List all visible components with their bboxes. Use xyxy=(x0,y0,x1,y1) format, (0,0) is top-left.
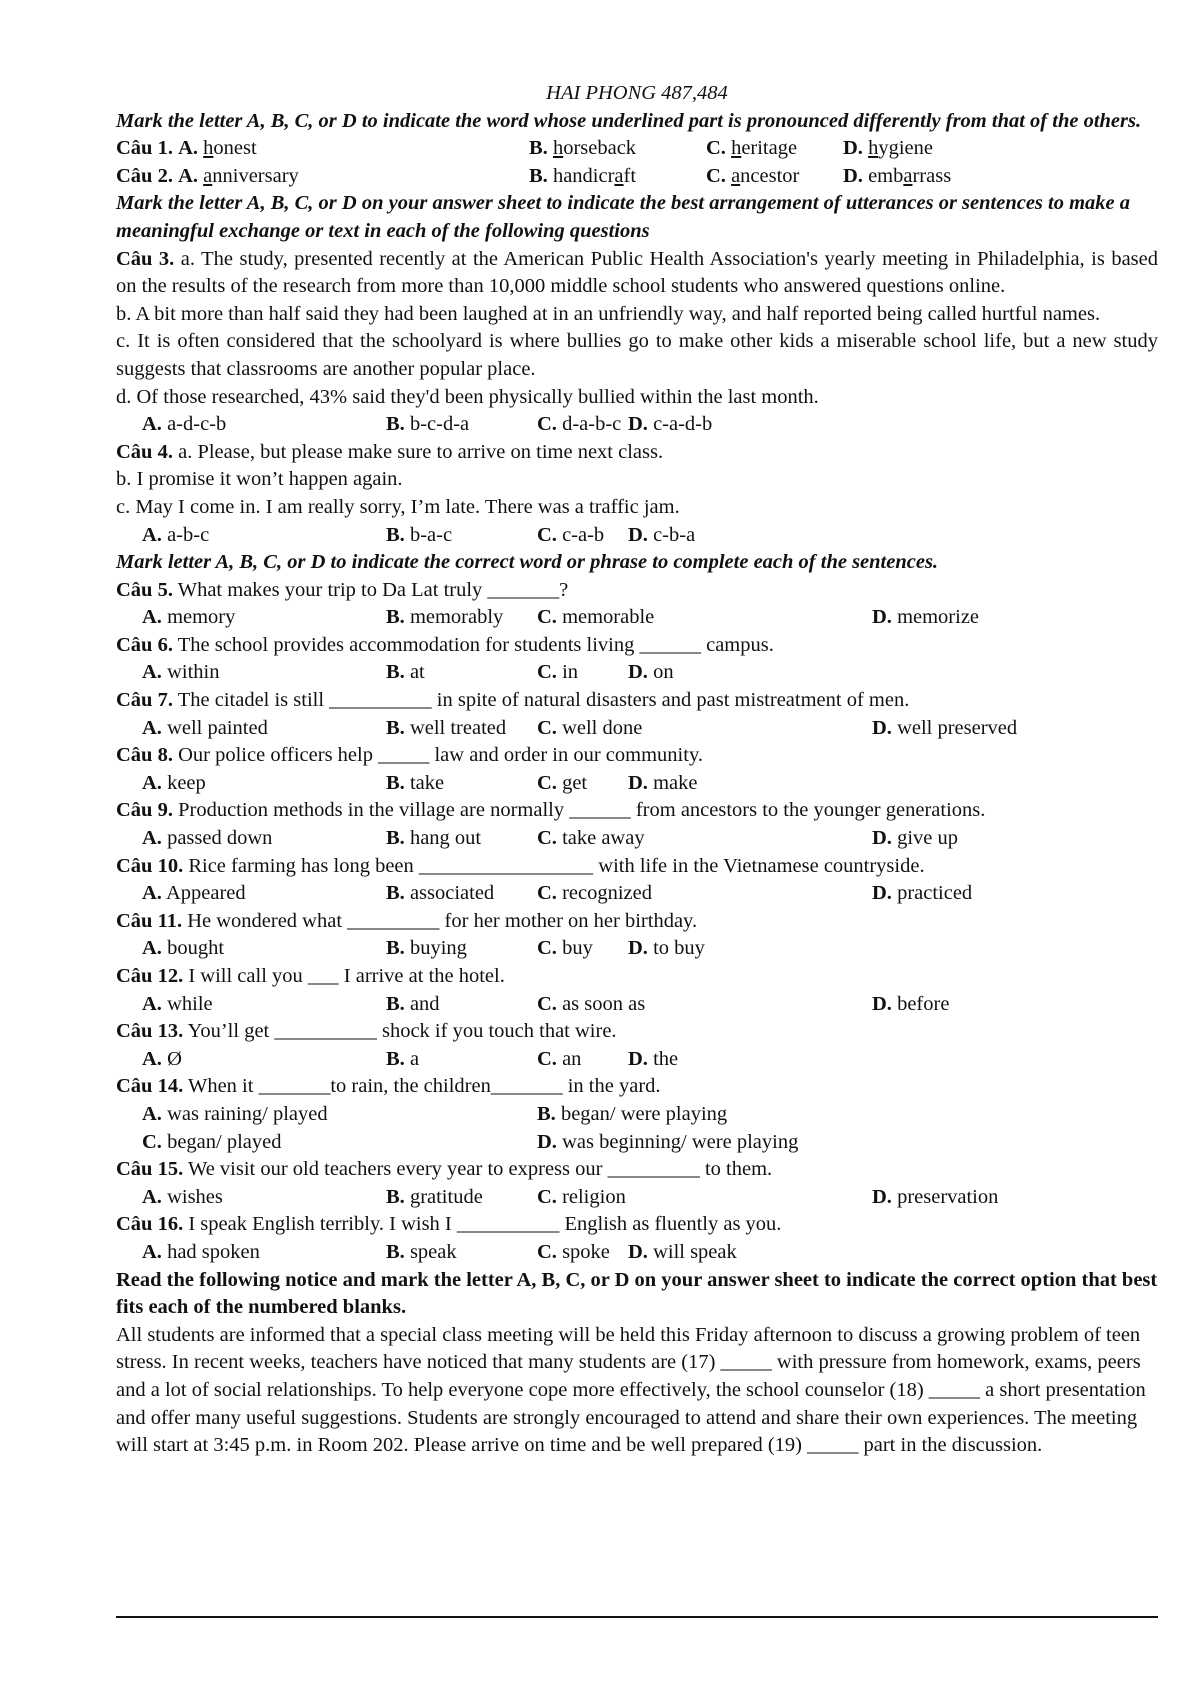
question-8-text: Our police officers help _____ law and order in our community. xyxy=(178,744,703,767)
option-text: get xyxy=(562,771,588,794)
question-13-option-a[interactable] xyxy=(142,1046,182,1074)
option-letter: C. xyxy=(537,1047,557,1070)
q3-label: Câu 3. xyxy=(116,247,175,270)
question-14-options xyxy=(116,1101,1158,1129)
option-letter: D. xyxy=(872,716,892,739)
option-text: gratitude xyxy=(409,1185,483,1208)
question-15-option-c[interactable] xyxy=(537,1184,626,1212)
question-10-label: Câu 10. xyxy=(116,854,184,877)
option-text: take away xyxy=(562,827,645,850)
question-12-text: I will call you ___ I arrive at the hotel. xyxy=(188,965,505,987)
question-5-option-b[interactable] xyxy=(386,604,503,632)
option-letter: D. xyxy=(872,1185,892,1208)
question-13-option-c[interactable] xyxy=(537,1046,581,1074)
question-10-option-c[interactable] xyxy=(537,880,652,908)
option-text: d-a-b-c xyxy=(562,413,622,436)
question-12-stem xyxy=(116,963,1158,991)
underlined-part: a xyxy=(903,164,913,187)
q3-option-c[interactable] xyxy=(537,411,621,439)
question-9-label: Câu 9. xyxy=(116,799,173,822)
question-16-option-a[interactable] xyxy=(142,1239,260,1267)
option-text: Appeared xyxy=(165,882,246,905)
option-text: make xyxy=(653,771,698,794)
q4-label: Câu 4. xyxy=(116,440,173,463)
question-16-stem xyxy=(116,1211,1158,1239)
question-5-options xyxy=(116,604,1158,632)
question-11-option-b[interactable] xyxy=(386,935,467,963)
q4-option-c[interactable] xyxy=(537,522,604,550)
option-letter: B. xyxy=(386,523,405,546)
question-9-option-d[interactable] xyxy=(872,825,958,853)
option-text: to buy xyxy=(653,937,705,960)
question-10-text: Rice farming has long been _________________ with life in the Vietnamese countryside. xyxy=(188,854,925,877)
question-12-option-a[interactable] xyxy=(142,991,213,1019)
question-15-label: Câu 15. xyxy=(116,1158,184,1181)
option-letter: C. xyxy=(706,137,726,160)
option-text: at xyxy=(409,661,425,684)
question-15-options xyxy=(116,1184,1158,1212)
q3-line-a xyxy=(116,246,1158,301)
option-text: will speak xyxy=(653,1240,737,1263)
option-letter: A. xyxy=(142,827,162,850)
option-letter: D. xyxy=(872,827,892,850)
question-11-text: He wondered what _________ for her mother on her birthday. xyxy=(187,909,698,932)
option-text: the xyxy=(653,1047,679,1070)
question-6-label: Câu 6. xyxy=(116,633,173,656)
option-letter: D. xyxy=(843,137,863,160)
underlined-part: h xyxy=(552,137,564,160)
option-letter: C. xyxy=(706,164,726,187)
question-1 xyxy=(116,135,1158,163)
option-letter: C. xyxy=(142,1130,162,1153)
option-text: buying xyxy=(409,937,467,960)
question-9-text: Production methods in the village are normally ______ from ancestors to the younger generations. xyxy=(178,799,986,822)
option-letter: B. xyxy=(386,771,405,794)
question-11-options xyxy=(116,935,1158,963)
question-16-label: Câu 16. xyxy=(116,1213,184,1236)
question-14-option-c[interactable] xyxy=(142,1129,281,1157)
question-9-stem xyxy=(116,797,1158,825)
option-text: before xyxy=(897,992,950,1015)
question-12-label: Câu 12. xyxy=(116,965,184,987)
question-9-options xyxy=(116,825,1158,853)
option-letter: D. xyxy=(872,606,892,629)
question-7-option-b[interactable] xyxy=(386,715,506,743)
question-11-option-a[interactable] xyxy=(142,935,224,963)
question-13-label: Câu 13. xyxy=(116,1020,184,1043)
option-letter: B. xyxy=(386,413,405,436)
question-13-stem xyxy=(116,1018,1158,1046)
q1-option-a[interactable] xyxy=(116,135,257,163)
question-11-option-d[interactable] xyxy=(628,935,705,963)
option-text: buy xyxy=(562,937,593,960)
option-text: passed down xyxy=(167,827,273,850)
question-13-option-d[interactable] xyxy=(628,1046,678,1074)
option-text: b-c-d-a xyxy=(409,413,470,436)
option-text: well treated xyxy=(409,716,507,739)
question-2 xyxy=(116,163,1158,191)
question-6-option-d[interactable] xyxy=(628,659,674,687)
q2-label: Câu 2. xyxy=(116,164,173,187)
question-16-option-b[interactable] xyxy=(386,1239,457,1267)
option-letter: D. xyxy=(628,1047,648,1070)
question-9-option-a[interactable] xyxy=(142,825,272,853)
option-letter: C. xyxy=(537,661,557,684)
question-8-option-a[interactable] xyxy=(142,770,206,798)
question-16-options xyxy=(116,1239,1158,1267)
question-8-option-b[interactable] xyxy=(386,770,444,798)
option-text: a-d-c-b xyxy=(167,413,227,436)
option-text: c-a-b xyxy=(562,523,605,546)
question-10-stem xyxy=(116,853,1158,881)
word-suffix: eritage xyxy=(741,137,798,160)
option-text: recognized xyxy=(562,882,652,905)
question-7-stem xyxy=(116,687,1158,715)
question-12-options xyxy=(116,991,1158,1019)
question-13-option-b[interactable] xyxy=(386,1046,419,1074)
option-letter: A. xyxy=(142,413,162,436)
question-9-option-c[interactable] xyxy=(537,825,645,853)
question-13-options xyxy=(116,1046,1158,1074)
question-16-text: I speak English terribly. I wish I __________ English as fluently as you. xyxy=(188,1213,782,1236)
question-16-option-c[interactable] xyxy=(537,1239,610,1267)
q2-option-d[interactable] xyxy=(843,163,951,191)
option-text: well done xyxy=(562,716,643,739)
option-letter: A. xyxy=(142,1240,162,1263)
question-7-option-c[interactable] xyxy=(537,715,642,743)
q3-option-d[interactable] xyxy=(628,411,712,439)
underlined-part: a xyxy=(614,164,624,187)
question-15-text: We visit our old teachers every year to express our _________ to them. xyxy=(187,1158,773,1181)
question-10-option-a[interactable] xyxy=(142,880,246,908)
question-5-option-a[interactable] xyxy=(142,604,235,632)
question-11-label: Câu 11. xyxy=(116,909,183,932)
option-letter: C. xyxy=(537,716,557,739)
option-text: memorable xyxy=(562,606,655,629)
option-letter: C. xyxy=(537,937,557,960)
option-letter: B. xyxy=(386,992,405,1015)
option-letter: C. xyxy=(537,606,557,629)
q4-option-a[interactable] xyxy=(142,522,209,550)
option-text: bought xyxy=(167,937,225,960)
arrangement-instruction: Mark the letter A, B, C, or D on your answer sheet to indicate the best arrangement of utterances or sentences to make a meaningful exchange or text in each of the following questions xyxy=(116,192,1131,242)
question-15-option-d[interactable] xyxy=(872,1184,998,1212)
question-7-option-d[interactable] xyxy=(872,715,1017,743)
notice-passage: All students are informed that a special class meeting will be held this Friday afternoon to discuss a growing problem of teen stress. In recent weeks, teachers have noticed that many students are (17) _____ with pressure from homework, exams, peers and a lot of social relationships. To help everyone cope more effectively, the school counselor (18) _____ a short presentation and offer many useful suggestions. Students are strongly encouraged to attend and share their own experiences. The meeting will start at 3:45 p.m. in Room 202. Please arrive on time and be well prepared (19) _____ part in the discussion. xyxy=(116,1323,1146,1457)
option-letter: B. xyxy=(386,937,405,960)
q3-option-a[interactable] xyxy=(142,411,226,439)
pronunciation-instruction: Mark the letter A, B, C, or D to indicate the word whose underlined part is pronounced differently from that of the others. xyxy=(116,109,1142,132)
option-text: hang out xyxy=(409,827,482,850)
option-letter: C. xyxy=(537,523,557,546)
underlined-part: a xyxy=(731,164,741,187)
completion-instruction: Mark letter A, B, C, or D to indicate the correct word or phrase to complete each of the sentences. xyxy=(116,551,939,574)
underlined-part: h xyxy=(731,137,742,160)
question-15-stem xyxy=(116,1156,1158,1184)
option-letter: B. xyxy=(386,661,405,684)
question-8-options xyxy=(116,770,1158,798)
option-text: within xyxy=(167,661,220,684)
q2-option-a[interactable] xyxy=(116,163,299,191)
q3-options xyxy=(116,411,1158,439)
question-6-text: The school provides accommodation for students living ______ campus. xyxy=(177,633,774,656)
option-letter: D. xyxy=(628,937,648,960)
option-letter: C. xyxy=(537,882,557,905)
question-8-option-d[interactable] xyxy=(628,770,697,798)
question-14-label: Câu 14. xyxy=(116,1075,184,1098)
question-8-stem xyxy=(116,742,1158,770)
option-letter: D. xyxy=(628,413,648,436)
q3-line-d: d. Of those researched, 43% said they'd been physically bullied within the last month. xyxy=(116,385,819,408)
q4-line-b: b. I promise it won’t happen again. xyxy=(116,468,403,491)
option-text: well preserved xyxy=(897,716,1018,739)
option-text: well painted xyxy=(167,716,268,739)
question-7-label: Câu 7. xyxy=(116,689,173,712)
option-letter: B. xyxy=(386,606,405,629)
q4-line-c: c. May I come in. I am really sorry, I’m late. There was a traffic jam. xyxy=(116,495,680,518)
q1-label: Câu 1. xyxy=(116,137,173,160)
underlined-part: a xyxy=(203,164,213,187)
word-suffix: ncestor xyxy=(740,164,800,187)
option-letter: D. xyxy=(537,1130,557,1153)
option-letter: A. xyxy=(142,1185,162,1208)
option-text: memory xyxy=(167,606,236,629)
option-letter: A. xyxy=(142,1102,162,1125)
word-suffix: orseback xyxy=(563,137,637,160)
option-text: religion xyxy=(562,1185,626,1208)
bottom-divider xyxy=(116,1616,1158,1618)
option-letter: D. xyxy=(628,1240,648,1263)
option-letter: D. xyxy=(843,164,863,187)
option-text: wishes xyxy=(167,1185,223,1208)
option-letter: A. xyxy=(142,1047,162,1070)
option-text: take xyxy=(409,771,445,794)
option-text: speak xyxy=(409,1240,457,1263)
question-14-option-d[interactable] xyxy=(537,1129,798,1157)
option-text: c-a-d-b xyxy=(653,413,713,436)
option-text: give up xyxy=(897,827,958,850)
option-letter: B. xyxy=(386,882,405,905)
question-7-option-a[interactable] xyxy=(142,715,268,743)
option-text: in xyxy=(562,661,579,684)
notice-instruction: Read the following notice and mark the letter A, B, C, or D on your answer sheet to indicate the correct option that best fits each of the numbered blanks. xyxy=(116,1268,1158,1319)
question-6-options xyxy=(116,659,1158,687)
option-text: was raining/ played xyxy=(167,1102,328,1125)
q1-option-b[interactable] xyxy=(529,135,636,163)
question-6-option-c[interactable] xyxy=(537,659,578,687)
completion-questions xyxy=(116,577,1158,1267)
option-text: c-b-a xyxy=(653,523,696,546)
word-suffix: nniversary xyxy=(212,164,299,187)
option-letter: A. xyxy=(142,937,162,960)
option-letter: A. xyxy=(142,882,162,905)
question-5-option-d[interactable] xyxy=(872,604,979,632)
question-11-stem xyxy=(116,908,1158,936)
option-text: keep xyxy=(167,771,206,794)
q1-option-d[interactable] xyxy=(843,135,933,163)
option-text: and xyxy=(409,992,440,1015)
option-text: on xyxy=(653,661,674,684)
option-letter: B. xyxy=(386,827,405,850)
question-10-option-d[interactable] xyxy=(872,880,972,908)
option-text: associated xyxy=(409,882,495,905)
q3-line-c: c. It is often considered that the schoolyard is where bullies go to make other kids a miserable school life, but a new study suggests that classrooms are another popular place. xyxy=(116,330,1158,380)
option-letter: A. xyxy=(178,137,199,160)
question-16-option-d[interactable] xyxy=(628,1239,737,1267)
question-6-option-a[interactable] xyxy=(142,659,219,687)
option-text: was beginning/ were playing xyxy=(562,1130,799,1153)
q3-line-b: b. A bit more than half said they had been laughed at in an unfriendly way, and half reported being called hurtful names. xyxy=(116,302,1101,325)
question-12-option-c[interactable] xyxy=(537,991,645,1019)
option-letter: C. xyxy=(537,827,557,850)
option-text: memorize xyxy=(897,606,980,629)
word-suffix: ygiene xyxy=(878,137,933,160)
option-letter: B. xyxy=(529,164,548,187)
question-13-text: You’ll get __________ shock if you touch that wire. xyxy=(187,1020,617,1043)
option-text: a-b-c xyxy=(167,523,210,546)
question-14-options xyxy=(116,1129,1158,1157)
question-8-option-c[interactable] xyxy=(537,770,587,798)
underlined-part: h xyxy=(868,137,879,160)
option-text: preservation xyxy=(897,1185,999,1208)
word-prefix: handicr xyxy=(552,164,615,187)
option-text: a xyxy=(409,1047,420,1070)
option-letter: B. xyxy=(386,716,405,739)
question-6-option-b[interactable] xyxy=(386,659,425,687)
option-text: Ø xyxy=(167,1047,182,1070)
option-text: began/ played xyxy=(167,1130,282,1153)
question-7-options xyxy=(116,715,1158,743)
option-text: memorably xyxy=(409,606,504,629)
q4-option-b[interactable] xyxy=(386,522,452,550)
q3-sentence-a: a. The study, presented recently at the American Public Health Association's yearly meeting in Philadelphia, is based on the results of the research from more than 10,000 middle school students who answered questions online. xyxy=(116,247,1158,298)
option-letter: D. xyxy=(872,882,892,905)
word-suffix: onest xyxy=(213,137,257,160)
q4-option-d[interactable] xyxy=(628,522,695,550)
q1-option-c[interactable] xyxy=(706,135,797,163)
option-text: while xyxy=(167,992,213,1015)
question-5-label: Câu 5. xyxy=(116,578,173,601)
option-text: spoke xyxy=(562,1240,610,1263)
exam-page xyxy=(116,80,1158,1460)
option-letter: C. xyxy=(537,771,557,794)
option-letter: A. xyxy=(142,992,162,1015)
option-letter: B. xyxy=(537,1102,556,1125)
question-8-label: Câu 8. xyxy=(116,744,173,767)
option-letter: C. xyxy=(537,1185,557,1208)
question-5-option-c[interactable] xyxy=(537,604,654,632)
option-letter: A. xyxy=(178,164,199,187)
question-15-option-a[interactable] xyxy=(142,1184,223,1212)
option-text: had spoken xyxy=(167,1240,260,1263)
question-7-text: The citadel is still __________ in spite of natural disasters and past mistreatment of men. xyxy=(177,689,910,712)
option-letter: D. xyxy=(628,523,648,546)
q3-option-b[interactable] xyxy=(386,411,469,439)
option-letter: B. xyxy=(529,137,548,160)
question-12-option-d[interactable] xyxy=(872,991,949,1019)
q4-sentence-a: a. Please, but please make sure to arrive on time next class. xyxy=(178,440,664,463)
word-suffix: ft xyxy=(623,164,637,187)
option-letter: B. xyxy=(386,1240,405,1263)
option-letter: D. xyxy=(628,661,648,684)
q4-line-a xyxy=(116,439,1158,467)
option-letter: D. xyxy=(628,771,648,794)
option-letter: A. xyxy=(142,716,162,739)
word-prefix: emb xyxy=(868,164,904,187)
question-5-text: What makes your trip to Da Lat truly _______? xyxy=(177,578,569,601)
question-11-option-c[interactable] xyxy=(537,935,593,963)
option-text: an xyxy=(562,1047,582,1070)
option-letter: A. xyxy=(142,661,162,684)
underlined-part: h xyxy=(203,137,214,160)
question-14-text: When it _______to rain, the children_______ in the yard. xyxy=(187,1075,661,1098)
q2-option-b[interactable] xyxy=(529,163,636,191)
question-12-option-b[interactable] xyxy=(386,991,440,1019)
question-14-option-a[interactable] xyxy=(142,1101,328,1129)
question-15-option-b[interactable] xyxy=(386,1184,483,1212)
q2-option-c[interactable] xyxy=(706,163,799,191)
question-14-stem xyxy=(116,1073,1158,1101)
option-letter: A. xyxy=(142,771,162,794)
option-letter: B. xyxy=(386,1185,405,1208)
option-letter: C. xyxy=(537,413,557,436)
option-letter: B. xyxy=(386,1047,405,1070)
question-9-option-b[interactable] xyxy=(386,825,481,853)
option-text: as soon as xyxy=(562,992,646,1015)
option-text: b-a-c xyxy=(409,523,453,546)
option-letter: C. xyxy=(537,992,557,1015)
option-letter: A. xyxy=(142,606,162,629)
question-6-stem xyxy=(116,632,1158,660)
exam-title: HAI PHONG 487,484 xyxy=(546,82,728,104)
q4-options xyxy=(116,522,1158,550)
option-letter: D. xyxy=(872,992,892,1015)
question-10-option-b[interactable] xyxy=(386,880,494,908)
option-letter: A. xyxy=(142,523,162,546)
question-5-stem xyxy=(116,577,1158,605)
option-text: began/ were playing xyxy=(560,1102,728,1125)
word-suffix: rrass xyxy=(912,164,952,187)
question-10-options xyxy=(116,880,1158,908)
option-letter: C. xyxy=(537,1240,557,1263)
option-text: practiced xyxy=(897,882,973,905)
question-14-option-b[interactable] xyxy=(537,1101,727,1129)
